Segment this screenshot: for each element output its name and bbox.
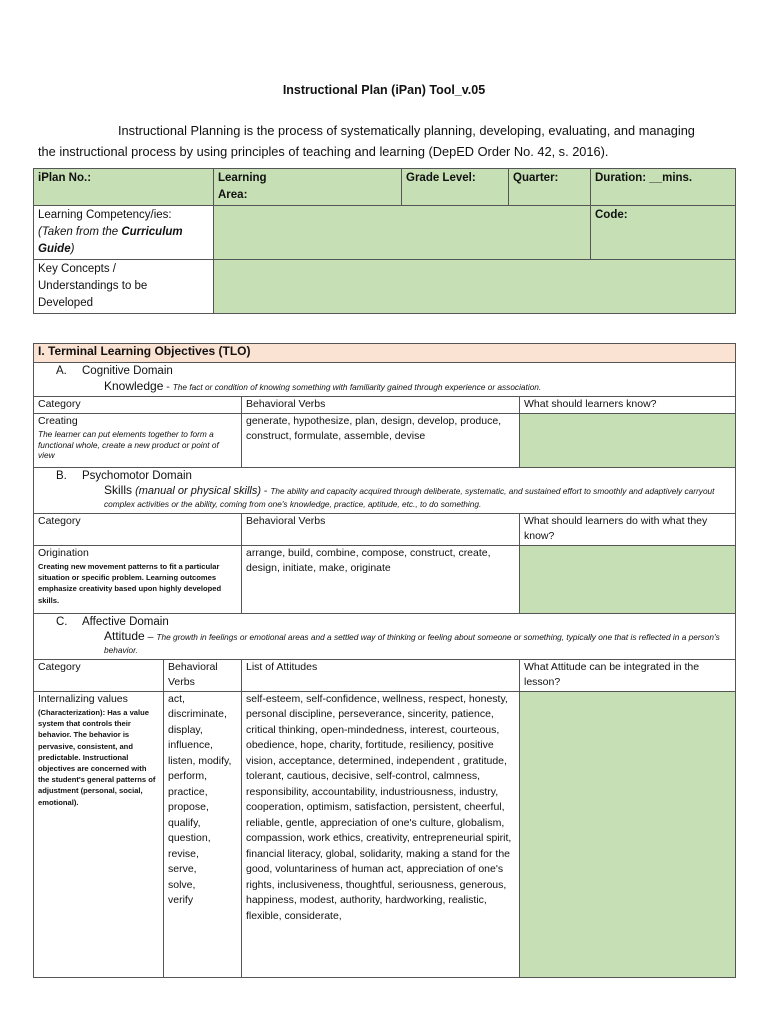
affective-verb: question, [168, 832, 211, 844]
learning-area-label-1: Learning [218, 172, 267, 184]
psychomotor-answer-cell[interactable] [520, 545, 736, 613]
grade-level-label: Grade Level: [406, 172, 476, 184]
skills-definition: The ability and capacity acquired through deliberate, systematic, and sustained effort to smoothly and adaptively carryout complex activities or the ability, coming from one's knowledge, practice, aptitude, etc., to do something. [104, 485, 715, 509]
knowledge-keyword: Knowledge [104, 379, 164, 393]
affective-category-name: Internalizing values [38, 692, 128, 705]
affective-verb: display, [168, 723, 203, 736]
code-label: Code: [595, 209, 628, 221]
psychomotor-verbs-cell: arrange, build, combine, compose, construct, create, design, initiate, make, originate [242, 545, 520, 613]
key-concepts-label-cell [34, 260, 214, 314]
key-concepts-label-1: Key Concepts / [38, 263, 116, 275]
cognitive-answer-cell[interactable] [520, 413, 736, 467]
psychomotor-letter: B. [56, 469, 67, 482]
knowledge-definition: The fact or condition of knowing something with familiarity gained through experience or association. [172, 382, 542, 392]
intro-paragraph [38, 120, 740, 162]
intro-line-1: Instructional Planning is the process of systematically planning, developing, evaluating, and managing [118, 123, 695, 138]
cognitive-letter: A. [56, 365, 67, 377]
affective-category-cell [34, 691, 164, 977]
affective-category-desc: (Characterization): Has a value system that controls their behavior. The behavior is pervasive, consistent, and predictable. Instructional objectives are concerned with the student's general patterns of adjustment (personal, social, emotional). [38, 708, 156, 807]
affective-verb: perform, [168, 770, 208, 782]
affective-verb: propose, [168, 801, 209, 813]
affective-answer-cell[interactable] [520, 691, 736, 977]
cognitive-col-category: Category [34, 397, 242, 414]
skills-keyword: Skills [104, 482, 133, 497]
affective-verb: solve, [168, 878, 196, 891]
learning-area-cell[interactable] [214, 169, 402, 206]
psychomotor-heading: Psychomotor Domain [82, 469, 192, 482]
key-concepts-label-3: Developed [38, 297, 93, 309]
psychomotor-category-name: Origination [38, 546, 89, 559]
attitude-definition: The growth in feelings or emotional areas and a settled way of thinking or feeling about someone or something, typically one that is reflected in a person's behavior. [104, 631, 720, 655]
competency-label: Learning Competency/ies: [38, 209, 172, 221]
learning-area-label-2: Area: [218, 189, 248, 201]
duration-label: Duration: __mins. [595, 172, 693, 184]
iplan-no-cell[interactable] [34, 169, 214, 206]
competency-input-cell[interactable] [214, 206, 591, 260]
iplan-header-table [33, 168, 736, 314]
psychomotor-col-verbs: Behavioral Verbs [242, 513, 520, 545]
cognitive-domain-header: A. Cognitive Domain Knowledge - The fact or condition of knowing something with familiarity gained through experience or association. [34, 363, 736, 397]
affective-verb: act, [168, 692, 185, 705]
psychomotor-col-category: Category [34, 513, 242, 545]
affective-verb: discriminate, [168, 708, 227, 720]
affective-verb: practice, [168, 785, 208, 798]
cognitive-category-cell [34, 413, 242, 467]
affective-col-question: What Attitude can be integrated in the lesson? [520, 659, 736, 691]
affective-heading: Affective Domain [82, 615, 169, 628]
affective-verb: qualify, [168, 816, 201, 829]
document-title: Instructional Plan (iPan) Tool_v.05 [282, 83, 486, 97]
key-concepts-label-2: Understandings to be [38, 280, 148, 292]
affective-verb: listen, modify, [168, 754, 232, 767]
psychomotor-col-question: What should learners do with what they know? [520, 513, 736, 545]
quarter-label: Quarter: [513, 172, 559, 184]
psychomotor-category-desc: Creating new movement patterns to fit a particular situation or specific problem. Learning outcomes emphasize creativity based upon highly developed skills. [38, 562, 222, 605]
affective-verb: serve, [168, 863, 197, 875]
cognitive-category-name: Creating [38, 414, 78, 427]
competency-note: (Taken from the Curriculum Guide) [38, 226, 183, 255]
cognitive-heading: Cognitive Domain [82, 365, 173, 377]
duration-cell[interactable] [591, 169, 736, 206]
affective-col-verbs: Behavioral Verbs [164, 659, 242, 691]
affective-verb: influence, [168, 739, 213, 751]
affective-verb: revise, [168, 847, 199, 860]
attitude-keyword: Attitude [104, 628, 145, 643]
cognitive-col-verbs: Behavioral Verbs [242, 397, 520, 414]
iplan-no-label: iPlan No.: [38, 172, 92, 184]
quarter-cell[interactable] [509, 169, 591, 206]
intro-line-2: the instructional process by using principles of teaching and learning (DepED Order No. 42, s. 2016). [38, 144, 609, 159]
cognitive-verbs-cell: generate, hypothesize, plan, design, develop, produce, construct, formulate, assemble, devise [242, 413, 520, 467]
affective-verbs-cell [164, 691, 242, 977]
affective-attitudes-cell: self-esteem, self-confidence, wellness, respect, honesty, personal discipline, perseverance, sincerity, patience, critical thinking, open-mindedness, interest, courteous, obedience, hope, charity, fortitude, resiliency, positive vision, acceptance, determined, independent , gratitude, tolerant, cautious, decisive, self-control, calmness, responsibility, accountability, industriousness, industry, cooperation, optimism, satisfaction, persistent, cheerful, reliable, gentle, appreciation of one's culture, globalism, compassion, work ethics, creativity, entrepreneurial spirit, financial literacy, global, solidarity, making a stand for the good, voluntariness of human act, appreciation of one's rights, inclusiveness, thoughtful, seriousness, generous, happiness, modest, authority, hardworking, realistic, flexible, considerate, [242, 691, 520, 977]
tlo-title: I. Terminal Learning Objectives (TLO) [34, 344, 736, 363]
psychomotor-category-cell [34, 545, 242, 613]
grade-level-cell[interactable] [402, 169, 509, 206]
affective-domain-header: C. Affective Domain Attitude – The growth in feelings or emotional areas and a settled way of thinking or feeling about someone or something, typically one that is reflected in a person's behavior. [34, 613, 736, 659]
cognitive-category-desc: The learner can put elements together to form a functional whole, create a new product or point of view [38, 429, 219, 461]
affective-verb: verify [168, 894, 194, 906]
competency-label-cell [34, 206, 214, 260]
tlo-table [33, 343, 736, 978]
affective-letter: C. [56, 615, 68, 628]
key-concepts-input-cell[interactable] [214, 260, 736, 314]
affective-col-attitudes: List of Attitudes [242, 659, 520, 691]
psychomotor-domain-header: B. Psychomotor Domain Skills (manual or physical skills) - The ability and capacity acquired through deliberate, systematic, and sustained effort to smoothly and adaptively carryout complex activities or the ability, coming from one's knowledge, practice, aptitude, etc., to do something. [34, 467, 736, 513]
affective-col-category: Category [34, 659, 164, 691]
code-cell[interactable] [591, 206, 736, 260]
cognitive-col-question: What should learners know? [520, 397, 736, 414]
